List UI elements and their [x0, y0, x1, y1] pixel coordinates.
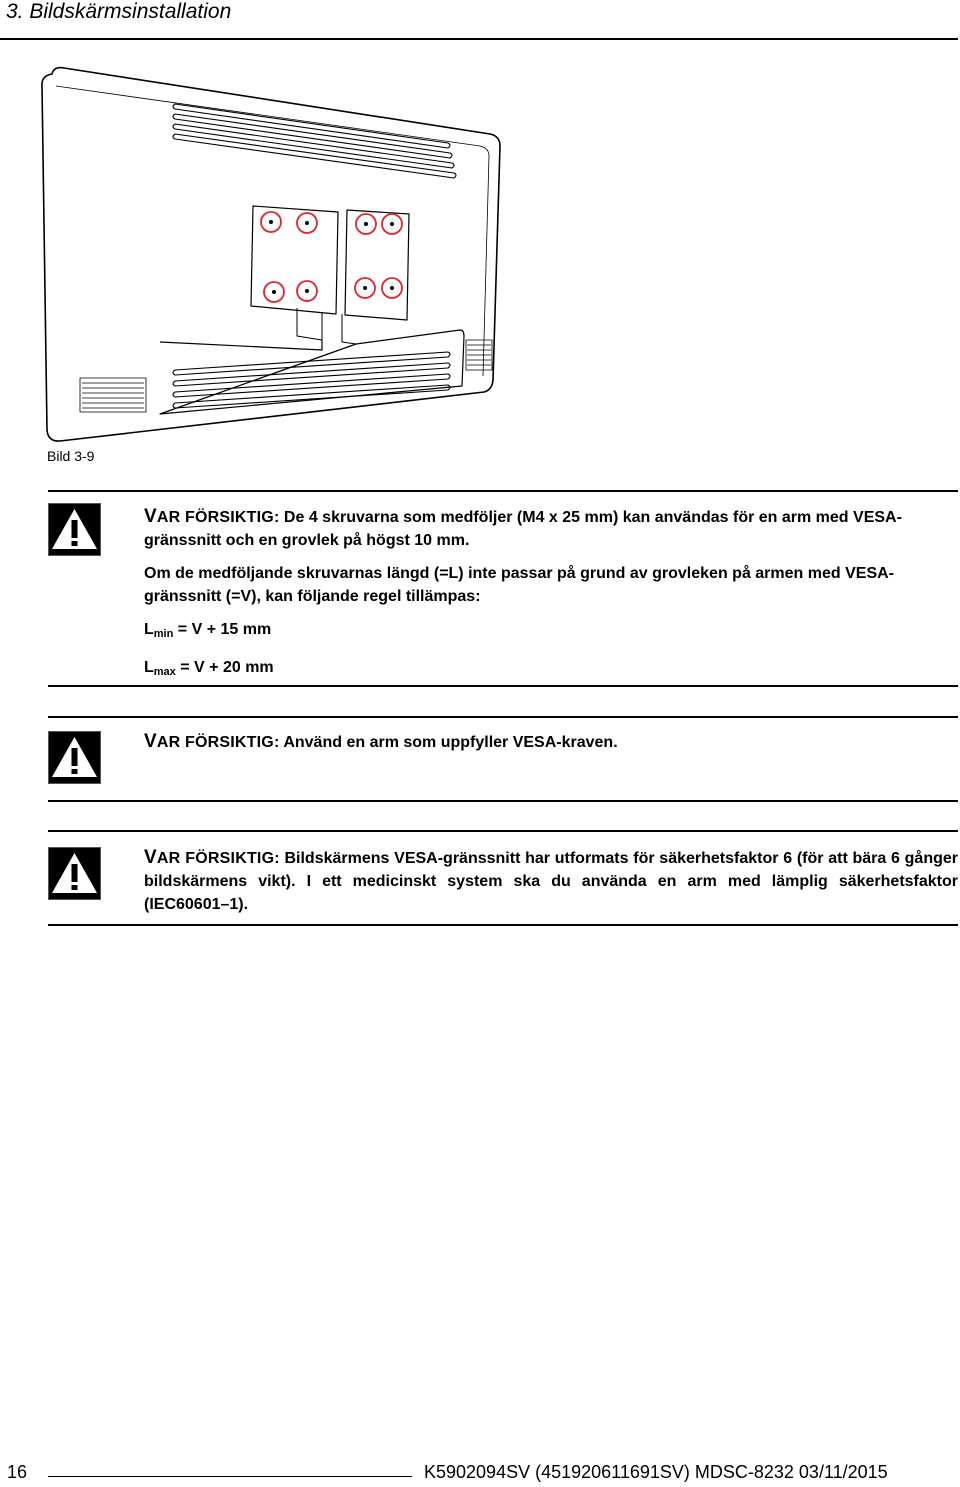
- warning-message: De 4 skruvarna som medföljer (M4 x 25 mm) kan användas för en arm med VESA-gränssnitt och en grovlek på högst 10 mm.: [144, 509, 902, 549]
- warning-rule: [48, 490, 958, 492]
- warning-rule: [48, 716, 958, 718]
- warning-extra: Om de medföljande skruvarnas längd (=L) inte passar på grund av grovleken på armen med VESA-gränssnitt (=V), kan följande regel tillämpas:: [144, 565, 894, 605]
- warning-rule: [48, 800, 958, 802]
- warning-message: Bildskärmens VESA-gränssnitt har utformats för säkerhetsfaktor 6 (för att bära 6 gånger bildskärmens vikt). I ett medicinskt system ska du använda en arm med lämplig säkerhetsfaktor (IEC60601–1).: [144, 850, 958, 913]
- warning-triangle-icon: [48, 731, 101, 784]
- warning-rule: [48, 685, 958, 687]
- footer-rule: [48, 1476, 412, 1477]
- vesa-screw-holes: [261, 212, 402, 302]
- warning-1-text: [144, 505, 958, 684]
- warning-label: VAR FÖRSIKTIG:: [144, 506, 280, 527]
- document-id: K5902094SV (451920611691SV) MDSC-8232 03/11/2015: [424, 1462, 888, 1482]
- figure-caption: Bild 3-9: [47, 448, 95, 464]
- vesa-plate-right: [345, 210, 409, 320]
- header-rule: [0, 38, 958, 40]
- monitor-rear-illustration: [40, 66, 510, 456]
- side-grille-right: [466, 340, 492, 370]
- vesa-plate-left: [251, 206, 338, 314]
- warning-message: Använd en arm som uppfyller VESA-kraven.: [283, 734, 618, 751]
- page-number: 16: [7, 1462, 28, 1482]
- formula-max: $L_{max} = V + 20$ mm: [144, 659, 274, 678]
- warning-label: VAR FÖRSIKTIG:: [144, 847, 280, 868]
- warning-triangle-icon: [48, 503, 101, 556]
- top-vent-slots: [173, 104, 456, 178]
- warning-triangle-icon: [48, 847, 101, 900]
- section-title: 3. Bildskärmsinstallation: [6, 0, 232, 23]
- side-grille-left: [80, 378, 146, 412]
- warning-rule: [48, 830, 958, 832]
- formula-min: $L_{min} = V + 15$ mm: [144, 621, 272, 640]
- warning-3-text: [144, 846, 958, 916]
- warning-label: VAR FÖRSIKTIG:: [144, 731, 280, 752]
- warning-rule: [48, 924, 958, 926]
- warning-2-text: [144, 730, 958, 754]
